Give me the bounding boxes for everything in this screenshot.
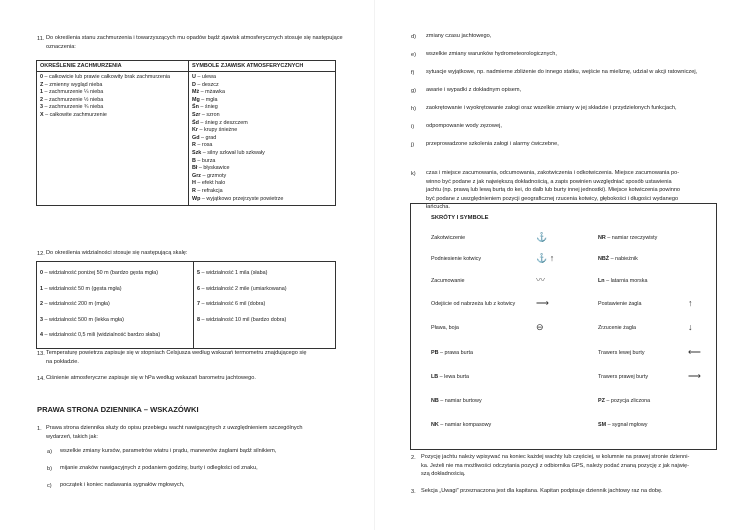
visibility-left-column [37, 262, 194, 349]
cloud-code-row [40, 112, 185, 120]
symbol-entry-left [431, 350, 473, 356]
symbol-entry-left [431, 325, 459, 331]
cloud-code-row-code: 0 [40, 74, 43, 80]
sub-text: zaokrętowanie i wyokrętowanie załogi oraz wszelkie zmiany w jej składzie i przydzielonych funkcjach, [426, 105, 677, 111]
weather-symbol-row-text: – deszcz [195, 81, 219, 88]
weather-symbol-row [192, 74, 332, 82]
symbol-label: Zakotwiczenie [431, 235, 466, 241]
weather-symbol-row-code: Wp [192, 195, 201, 202]
sub-c-text: początek i koniec nadawania sygnałów mgłowych, [60, 482, 185, 488]
visibility-right-column [194, 262, 336, 349]
cloud-code-row [40, 104, 185, 112]
weather-symbol-row-text: – rosa [195, 142, 213, 149]
symbol-label: – nabieżnik [609, 256, 638, 262]
cloud-code-row [40, 74, 185, 82]
weather-symbol-row-code: Szk [192, 149, 202, 156]
cloud-code-row-text: – zachmurzenie ½ nieba [43, 96, 104, 103]
weather-symbol-row-code: Szr [192, 111, 201, 118]
sub-a-letter: a) [47, 449, 52, 455]
cloud-table [36, 60, 336, 206]
symbol-entry-left [431, 422, 491, 428]
item-1-line-1: Prawa strona dziennika służy do opisu przebiegu wacht nawigacyjnych z uwzględnieniem szczególnych [46, 425, 303, 431]
symbol-column [189, 72, 336, 206]
sub-letter: i) [411, 124, 415, 130]
cloud-code-row-text: – zachmurzenie ¾ nieba [43, 104, 104, 111]
sub-letter: d) [411, 34, 416, 40]
sub-letter: f) [411, 70, 415, 76]
visibility-row [197, 282, 332, 298]
item-12-text: Do określenia widzialności stosuje się następującą skalę: [46, 250, 188, 256]
visibility-row [197, 313, 332, 329]
visibility-row-text: – widzialność 10 mil (bardzo dobra) [200, 316, 287, 323]
abbreviation-code: PZ [598, 398, 605, 404]
abbreviation-code: LB [431, 374, 439, 380]
symbol-entry-right [598, 256, 638, 262]
symbols-box-title: SKRÓTY I SYMBOLE [431, 215, 489, 221]
cloud-code-row-code: 2 [40, 96, 43, 103]
visibility-row [40, 313, 190, 329]
symbol-label: – namiar burtowy [438, 398, 482, 404]
weather-symbol-row-code: Grz [192, 172, 201, 179]
symbol-label: Pława, boja [431, 325, 459, 331]
item-14-text: Ciśnienie atmosferyczne zapisuje się w hPa według wskazań barometru jachtowego. [46, 375, 256, 381]
cloud-code-row-code: 1 [40, 89, 43, 96]
abbreviation-code: SM [598, 422, 607, 428]
visibility-row [197, 266, 332, 282]
abbreviation-code: NBŻ [598, 256, 610, 262]
sub-k-line: być podane z uwzględnieniem pozycji geograficznej rzucenia kotwicy, głębokości i długości wydanego [426, 195, 679, 202]
weather-symbol-row-text: – szron [200, 111, 220, 118]
symbol-glyph-icon: ↑ [688, 298, 693, 308]
weather-symbol-row [192, 89, 332, 97]
item-13-line-1: Temperaturę powietrza zapisuje się w stopniach Celsjusza według wskazań termometru znajdującego się [46, 350, 307, 356]
visibility-row-code: 8 [197, 316, 200, 323]
weather-symbol-row-text: – grzmoty [201, 172, 227, 179]
weather-symbol-row [192, 127, 332, 135]
sub-letter: j) [411, 142, 415, 148]
cloud-table-header-1: OKREŚLENIE ZACHMURZENIA [37, 61, 189, 72]
symbol-label: Trawers prawej burty [598, 374, 649, 380]
visibility-row-text: – widzialność 6 mil (dobra) [200, 301, 266, 307]
cloud-table-header-2: SYMBOLE ZJAWISK ATMOSFERYCZNYCH [189, 61, 336, 72]
symbol-label: Postawienie żagla [598, 301, 642, 307]
item-13-number: 13. [37, 351, 45, 357]
visibility-row [40, 266, 190, 282]
weather-symbol-row-code: Kr [192, 127, 198, 134]
cloud-code-row [40, 89, 185, 97]
symbol-entry-left [431, 235, 465, 241]
weather-symbol-row-code: H [192, 180, 196, 187]
symbol-label: – sygnał mgłowy [606, 422, 648, 428]
abbreviation-code: NR [598, 235, 606, 241]
visibility-row [40, 297, 190, 313]
symbol-label: Trawers lewej burty [598, 350, 645, 356]
weather-symbol-row-code: Bł [192, 165, 198, 172]
cloud-code-row-text: – zachmurzenie ¼ nieba [43, 89, 104, 96]
sub-k-line: jachtu (np. prawą lub lewą burtą do kei, do dalb lub burty innej jednostki). Miejsce kotwiczenia powinno [426, 187, 681, 194]
visibility-row-text: – widzialność 200 m (mgła) [43, 301, 110, 307]
visibility-row [197, 297, 332, 313]
symbol-glyph-icon: ⚓ [536, 232, 548, 242]
cloud-code-row-code: 3 [40, 104, 43, 111]
symbol-entry-right [598, 235, 657, 241]
weather-symbol-row [192, 173, 332, 181]
cloud-code-row [40, 82, 185, 90]
symbol-entry-right [598, 325, 636, 331]
sub-b-text: mijanie znaków nawigacyjnych z podaniem godziny, burty i odległości od znaku, [60, 465, 258, 471]
symbol-entry-right [598, 301, 641, 307]
weather-symbol-row-text: – wyjątkowo przejrzyste powietrze [200, 195, 284, 202]
cloud-column [37, 72, 189, 206]
weather-symbol-row-code: Mż [192, 89, 200, 96]
symbol-glyph-icon: ⟶ [536, 298, 549, 308]
item-2-line: szą dokładnością. [421, 471, 466, 478]
item-2-line: Pozycję jachtu należy wpisywać na koniec każdej wachty lub częściej, w kolumnie na prawej stronie dzienni- [421, 454, 690, 460]
item-3-text: Sekcja „Uwagi” przeznaczona jest dla kapitana. Kapitan podpisuje dziennik jachtowy raz na dobę. [421, 488, 663, 494]
weather-symbol-row-code: Śn [192, 104, 199, 111]
weather-symbol-row-code: R [192, 187, 196, 194]
symbol-entry-left [431, 301, 515, 307]
symbol-label: – prawa burta [438, 350, 473, 356]
visibility-row-text: – widzialność 2 mile (umiarkowana) [200, 285, 287, 292]
weather-symbol-row [192, 188, 332, 196]
visibility-row-code: 6 [197, 285, 200, 292]
weather-symbol-row [192, 158, 332, 166]
symbols-box [410, 203, 717, 450]
visibility-row [40, 328, 190, 344]
visibility-row-text: – widzialność 0,5 mili (widzialność bardzo słaba) [43, 332, 161, 338]
cloud-code-row-text: – całkowicie lub prawie całkowity brak zachmurzenia [43, 74, 171, 80]
symbol-entry-left [431, 278, 465, 284]
weather-symbol-row-text: – śnieg [198, 104, 218, 111]
item-1-line-2: wydarzeń, takich jak: [46, 434, 98, 440]
weather-symbol-row [192, 142, 332, 150]
symbol-glyph-icon: 〰 [536, 275, 546, 285]
symbol-entry-right [598, 422, 647, 428]
visibility-row-text: – widzialność 1 mila (słaba) [200, 270, 268, 276]
symbol-label: Podniesienie kotwicy [431, 256, 482, 262]
visibility-row-code: 7 [197, 301, 200, 307]
sub-letter: e) [411, 52, 416, 58]
symbol-entry-right [598, 278, 647, 284]
sub-k-letter: k) [411, 171, 416, 177]
weather-symbol-row-text: – burza [195, 157, 216, 164]
abbreviation-code: PB [431, 350, 439, 356]
weather-symbol-row-text: – mgła [199, 96, 218, 103]
weather-symbol-row [192, 82, 332, 90]
weather-symbol-row-text: – śnieg z deszczem [198, 119, 248, 126]
cloud-code-row-code: X [40, 111, 44, 118]
item-11-text: Do określenia stanu zachmurzenia i towarzyszących mu opadów bądź zjawisk atmosferycznych stosuje się następujące oznaczenia: [46, 35, 343, 50]
cloud-code-row [40, 97, 185, 105]
symbol-label: Zrzucenie żagla [598, 325, 637, 331]
abbreviation-code: NB [431, 398, 439, 404]
weather-symbol-row [192, 120, 332, 128]
symbol-entry-right [598, 350, 645, 356]
visibility-row [40, 282, 190, 298]
cloud-code-row-code: Z [40, 81, 44, 88]
symbol-glyph-icon: ⚓ ↑ [536, 253, 555, 263]
visibility-row-code: 4 [40, 332, 43, 338]
sub-letter: h) [411, 106, 416, 112]
symbol-label: – namiar rzeczywisty [605, 235, 658, 241]
visibility-table [36, 261, 336, 349]
weather-symbol-row-code: D [192, 81, 196, 88]
weather-symbol-row-text: – grad [199, 134, 217, 141]
item-2-line: ka. Jeżeli nie ma możliwości odczytania pozycji z odbiornika GPS, należy podać znaną pozycję z jak najwię- [421, 462, 690, 469]
weather-symbol-row-text: – efekt halo [195, 180, 226, 187]
item-2-text [421, 453, 741, 479]
symbol-entry-right [598, 374, 648, 380]
sub-k-line: czas i miejsce zacumowania, odcumowania, zakotwiczenia i odkotwiczenia. Miejsce zacumowania po- [426, 170, 680, 176]
visibility-row-code: 3 [40, 316, 43, 323]
visibility-row-code: 2 [40, 301, 43, 307]
sub-c-letter: c) [47, 483, 52, 489]
item-3-number: 3. [411, 489, 416, 495]
weather-symbol-row-text: – mżawka [199, 89, 225, 96]
visibility-row-code: 0 [40, 270, 43, 276]
weather-symbol-row-code: Śd [192, 119, 199, 126]
sub-text: sytuacje wyjątkowe, np. nadmierne zbliżenie do innego statku, wejście na mieliznę, udział w akcji ratowniczej, [426, 69, 698, 75]
symbol-label: – latarnia morska [604, 278, 648, 284]
visibility-row-code: 5 [197, 270, 200, 276]
item-14-number: 14. [37, 376, 45, 382]
sub-letter: g) [411, 88, 416, 94]
sub-b-letter: b) [47, 466, 52, 472]
weather-symbol-row [192, 180, 332, 188]
abbreviation-code: NK [431, 422, 439, 428]
item-13-line-2: na pokładzie. [46, 359, 79, 365]
symbol-entry-right [598, 398, 650, 404]
sub-text: przeprowadzone szkolenia załogi i alarmy ćwiczebne, [426, 141, 559, 147]
visibility-row-code: 1 [40, 285, 43, 292]
item-12-number: 12. [37, 251, 45, 257]
sub-k-line: łańcucha. [426, 204, 450, 211]
weather-symbol-row-text: – silny szkwał lub szkwały [201, 149, 265, 156]
weather-symbol-row [192, 112, 332, 120]
symbol-label: – namiar kompasowy [438, 422, 492, 428]
section-heading: PRAWA STRONA DZIENNIKA – WSKAZÓWKI [37, 405, 199, 414]
sub-text: awarie i wypadki z dokładnym opisem, [426, 87, 522, 93]
weather-symbol-row [192, 104, 332, 112]
visibility-row-text: – widzialność 500 m (lekka mgła) [43, 316, 124, 323]
symbol-entry-left [431, 398, 482, 404]
visibility-row-text: – widzialność 50 m (gęsta mgła) [43, 285, 122, 292]
weather-symbol-row-text: – ulewa [195, 74, 216, 80]
abbreviation-code: Ln [598, 278, 605, 284]
weather-symbol-row [192, 150, 332, 158]
symbol-label: – lewa burta [438, 374, 470, 380]
item-1-number: 1. [37, 426, 42, 432]
right-page [375, 0, 750, 530]
symbol-glyph-icon: ↓ [688, 322, 693, 332]
cloud-code-row-text: – zmienny wygląd nieba [43, 81, 103, 88]
symbol-label: Odejście od nabrzeża lub z kotwicy [431, 301, 516, 307]
weather-symbol-row-code: U [192, 74, 196, 80]
symbol-entry-left [431, 256, 481, 262]
weather-symbol-row-text: – krupy śnieżne [198, 127, 238, 134]
symbol-glyph-icon: ⟶ [688, 371, 701, 381]
weather-symbol-row-code: B [192, 157, 196, 164]
weather-symbol-row [192, 135, 332, 143]
symbol-entry-left [431, 374, 469, 380]
weather-symbol-row-code: R [192, 142, 196, 149]
sub-text: odpompowanie wody zęzowej, [426, 123, 502, 129]
visibility-row-text: – widzialność poniżej 50 m (bardzo gęsta mgła) [43, 270, 159, 276]
weather-symbol-row [192, 165, 332, 173]
sub-k-line: winno być podane z jak największą dokładnością, a zapis powinien uwzględniać sposób ustawienia [426, 178, 672, 185]
sub-a-text: wszelkie zmiany kursów, parametrów wiatru i prądu, manewrów żaglami bądź silnikiem, [60, 448, 277, 454]
item-2-number: 2. [411, 455, 416, 461]
weather-symbol-row-code: Mg [192, 96, 200, 103]
item-11-number: 11. [37, 36, 45, 42]
weather-symbol-row [192, 196, 332, 204]
symbol-label: Zacumowanie [431, 278, 465, 284]
weather-symbol-row-text: – błyskawice [197, 165, 230, 172]
cloud-code-row-text: – całkowite zachmurzenie [43, 111, 107, 118]
symbol-glyph-icon: ⊖ [536, 322, 544, 332]
sub-text: zmiany czasu jachtowego, [426, 33, 492, 39]
weather-symbol-row-text: – refrakcja [195, 187, 223, 194]
sub-text: wszelkie zmiany warunków hydrometeorologicznych, [426, 51, 557, 57]
weather-symbol-row-code: Gd [192, 134, 200, 141]
symbol-label: – pozycja zliczona [604, 398, 651, 404]
symbol-glyph-icon: ⟵ [688, 347, 701, 357]
